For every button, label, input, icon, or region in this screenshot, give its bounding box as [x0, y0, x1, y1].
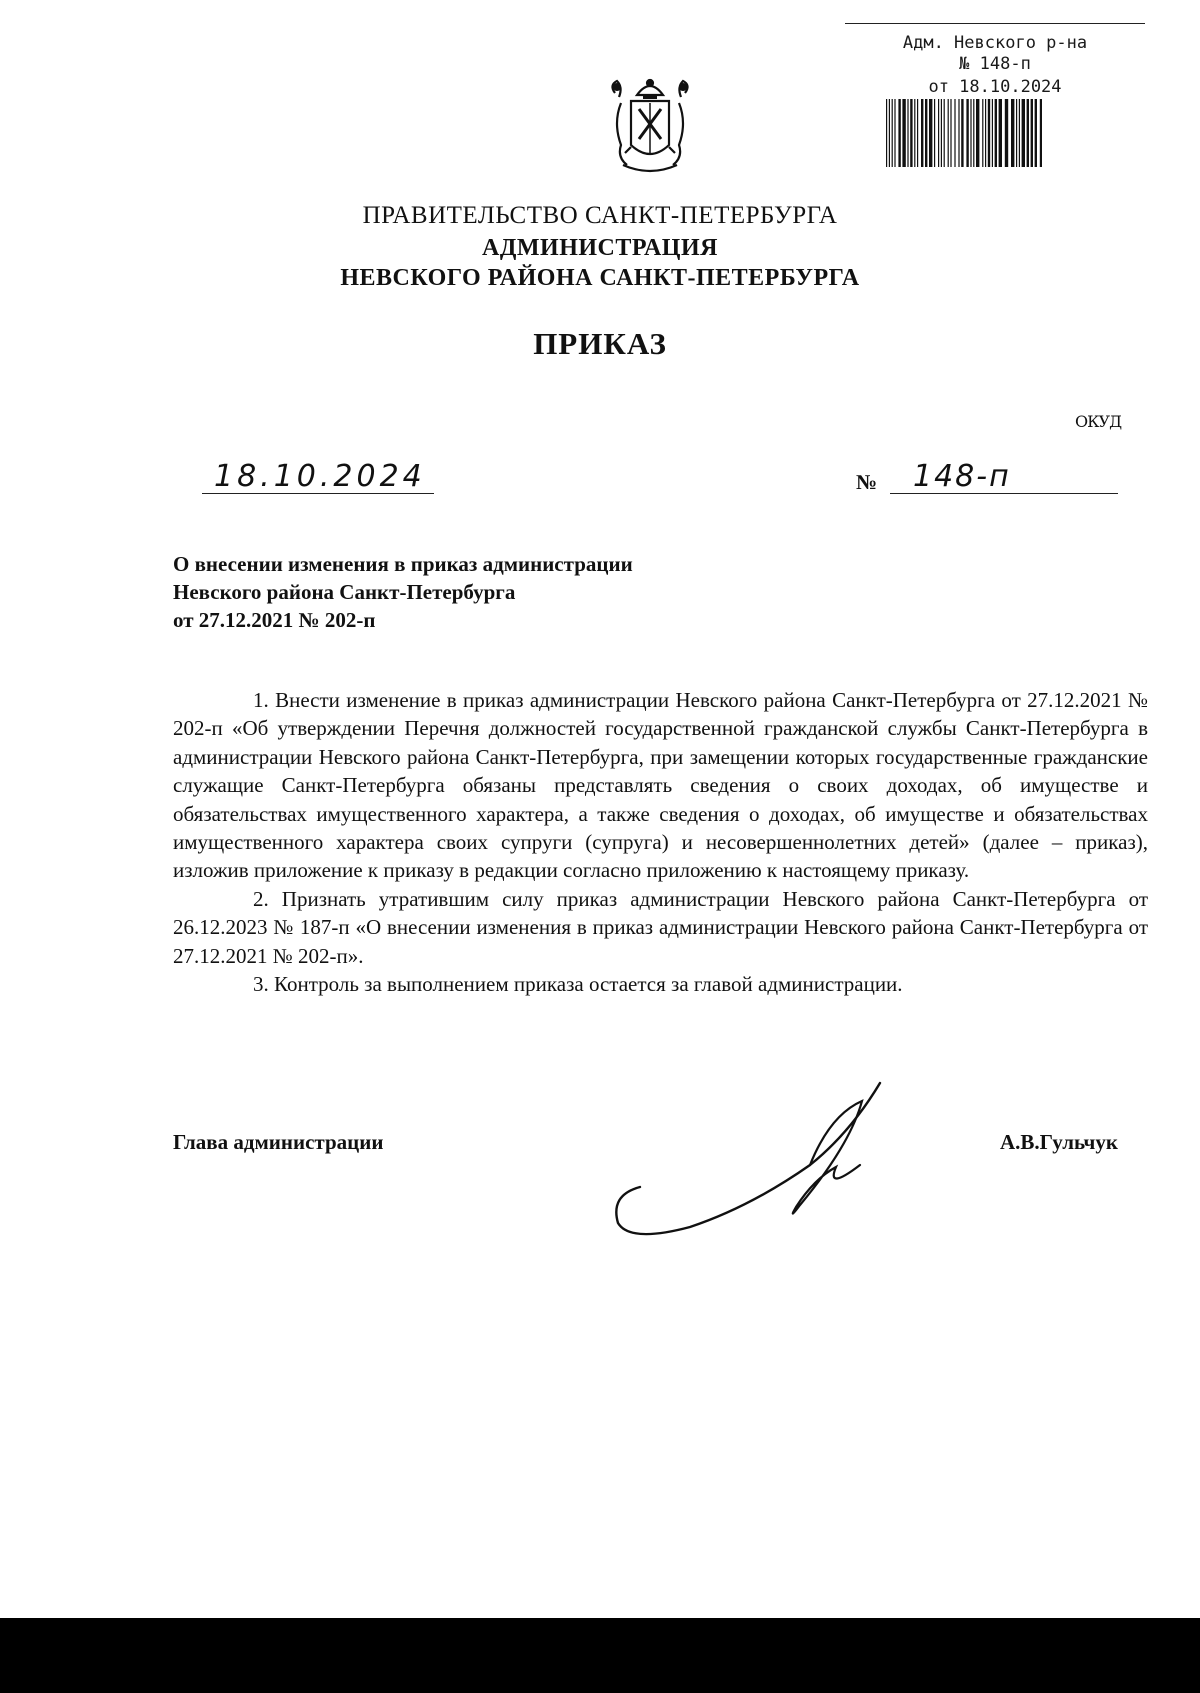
subject-line-2: Невского района Санкт-Петербурга	[173, 580, 516, 604]
stamp-line-number: № 148-п	[959, 54, 1031, 74]
barcode-icon	[886, 99, 1042, 167]
number-sign: №	[856, 470, 878, 494]
subject-line-3: от 27.12.2021 № 202-п	[173, 608, 376, 632]
stamp-top-rule	[845, 23, 1145, 24]
administration-title-line1: АДМИНИСТРАЦИЯ	[482, 235, 718, 261]
document-date: 18.10.2024	[214, 459, 426, 494]
document-number: 148-п	[913, 459, 1011, 494]
signatory-name: А.В.Гульчук	[1000, 1130, 1118, 1154]
number-underline	[890, 493, 1118, 494]
document-body	[173, 686, 1148, 998]
handwritten-signature-icon	[600, 1075, 910, 1245]
subject-line-1: О внесении изменения в приказ администрации	[173, 552, 633, 576]
body-paragraph-1: 1. Внести изменение в приказ администрации Невского района Санкт-Петербурга от 27.12.2021 № 202-п «Об утверждении Перечня должностей государственной гражданской службы Санкт-Петербурга в администрации Невского района Санкт-Петербурга, при замещении которых государственные гражданские служащие Санкт-Петербурга обязаны представлять сведения о своих доходах, об имуществе и обязательствах имущественного характера, а также сведения о доходах, об имуществе и обязательствах имущественного характера своих супруги (супруга) и несовершеннолетних детей» (далее – приказ), изложив приложение к приказу в редакции согласно приложению к настоящему приказу.	[173, 688, 1148, 883]
date-underline	[202, 493, 434, 494]
okud-label: ОКУД	[1075, 412, 1122, 431]
stamp-line-org: Адм. Невского р-на	[902, 33, 1088, 53]
coat-of-arms-icon	[601, 73, 699, 179]
body-paragraph-3: 3. Контроль за выполнением приказа остается за главой администрации.	[253, 972, 903, 997]
body-paragraph-2: 2. Признать утратившим силу приказ администрации Невского района Санкт-Петербурга от 26.12.2023 № 187-п «О внесении изменения в приказ администрации Невского района Санкт-Петербурга от 27.12.2021 № 202-п».	[173, 886, 1148, 968]
document-type-title: ПРИКАЗ	[533, 326, 667, 361]
administration-title-line2: НЕВСКОГО РАЙОНА САНКТ-ПЕТЕРБУРГА	[340, 265, 860, 291]
document-subject	[173, 550, 633, 634]
stamp-line-date: от 18.10.2024	[928, 77, 1062, 97]
footer-bar	[0, 1618, 1200, 1693]
government-title: ПРАВИТЕЛЬСТВО САНКТ-ПЕТЕРБУРГА	[362, 202, 838, 229]
signatory-position: Глава администрации	[173, 1130, 384, 1154]
